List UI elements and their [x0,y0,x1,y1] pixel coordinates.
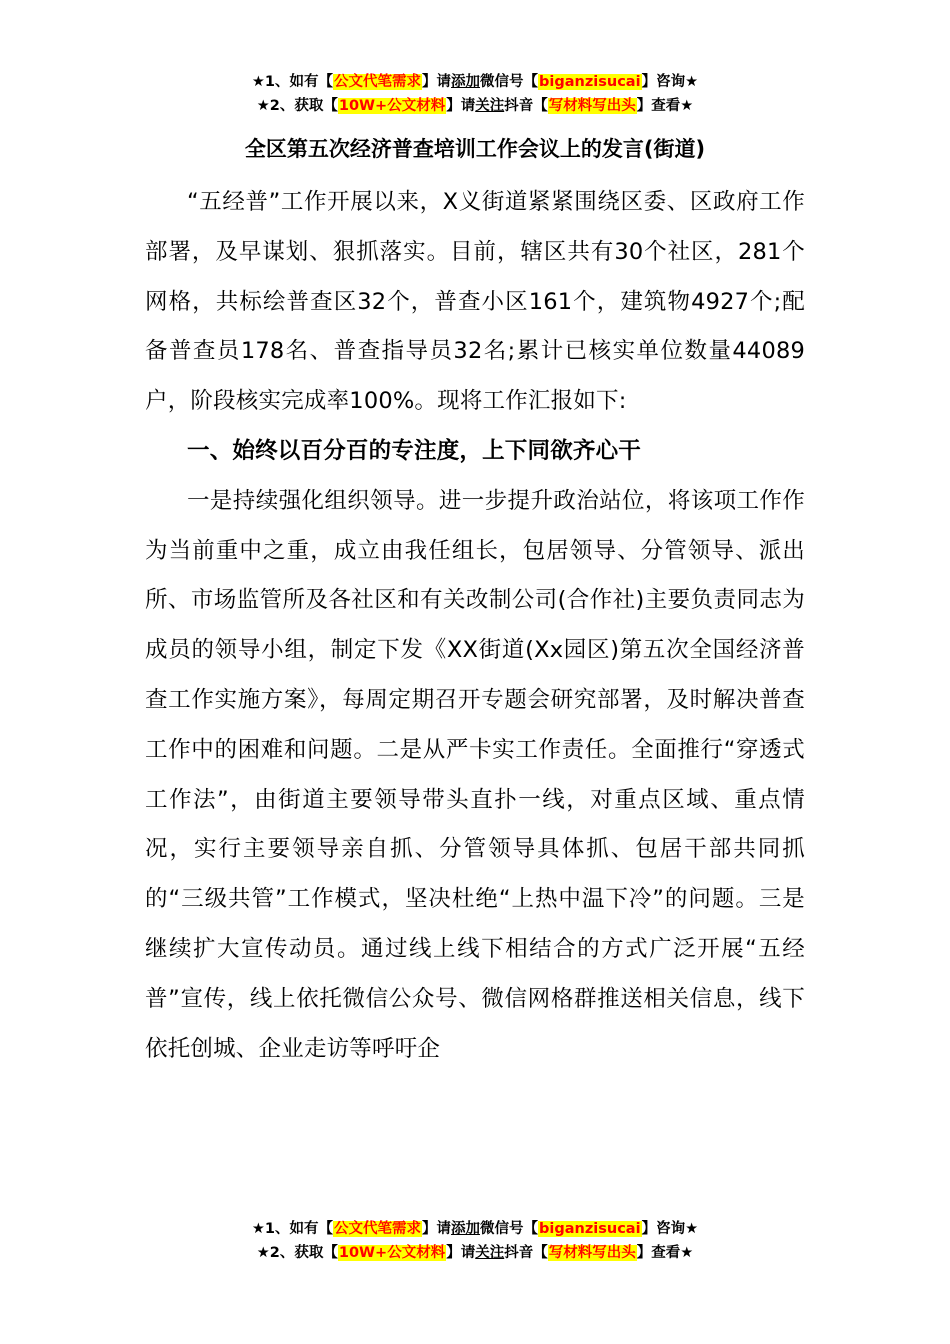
paragraph-section-1: 一是持续强化组织领导。进一步提升政治站位，将该项工作作为当前重中之重，成立由我任组长，包居领导、分管领导、派出所、市场监管所及各社区和有关改制公司(合作社)主要负责同志为成员的领导小组，制定下发《XX街道(Xx园区)第五次全国经济普查工作实施方案》，每周定期召开专题会研究部署，及时解决普查工作中的困难和问题。二是从严卡实工作责任。全面推行“穿透式工作法”，由街道主要领导带头直扑一线，对重点区域、重点情况，实行主要领导亲自抓、分管领导具体抓、包居干部共同抓的“三级共管”工作模式，坚决杜绝“上热中温下冷”的问题。三是继续扩大宣传动员。通过线上线下相结合的方式广泛开展“五经普”宣传，线上依托微信公众号、微信网格群推送相关信息，线下依托创城、企业走访等呼吁企 [145,487,805,1062]
banner-text: 2、获取【 [269,1245,338,1261]
banner-text: 1、如有【 [264,1221,334,1237]
banner-highlight: 写材料写出头 [548,98,636,114]
star-icon: ★ [680,1245,694,1261]
banner-text: 抖音【 [504,1245,548,1261]
header-banner [0,70,950,118]
banner-text: 】请 [446,1245,476,1261]
banner-text: 微信号【 [480,1221,539,1237]
document-body [145,178,805,1074]
banner-text: 】请 [422,74,452,90]
banner-text: 】查看 [636,98,681,114]
banner-underlined-text: 关注 [475,1245,505,1261]
banner-line-1 [0,1217,950,1241]
banner-underlined-text: 添加 [451,1221,481,1237]
banner-text: 微信号【 [480,74,539,90]
banner-underlined-text: 关注 [475,98,505,114]
banner-highlight: 10W+公文材料 [338,98,446,114]
banner-text: 】请 [446,98,476,114]
banner-text: 1、如有【 [264,74,334,90]
banner-highlight: biganzisucai [539,74,641,90]
banner-text: 】咨询 [641,1221,686,1237]
star-icon: ★ [256,98,270,114]
star-icon: ★ [256,1245,270,1261]
star-icon: ★ [685,74,699,90]
banner-text: 】查看 [636,1245,681,1261]
banner-underlined-text: 添加 [451,74,481,90]
banner-highlight: 公文代笔需求 [334,74,422,90]
banner-highlight: 公文代笔需求 [334,1221,422,1237]
banner-text: 抖音【 [504,98,548,114]
banner-line-1 [0,70,950,94]
banner-highlight: 写材料写出头 [548,1245,636,1261]
star-icon: ★ [685,1221,699,1237]
banner-highlight: biganzisucai [539,1221,641,1237]
banner-text: 】咨询 [641,74,686,90]
footer-banner [0,1217,950,1265]
banner-text: 】请 [422,1221,452,1237]
star-icon: ★ [680,98,694,114]
banner-highlight: 10W+公文材料 [338,1245,446,1261]
banner-text: 2、获取【 [269,98,338,114]
star-icon: ★ [251,1221,265,1237]
document-title: 全区第五次经济普查培训工作会议上的发言(街道) [244,137,706,161]
star-icon: ★ [251,74,265,90]
banner-line-2 [0,1241,950,1265]
paragraph-intro: “五经普”工作开展以来，X义街道紧紧围绕区委、区政府工作部署，及早谋划、狠抓落实。目前，辖区共有30个社区，281个网格，共标绘普查区32个，普查小区161个，建筑物4927个;配备普查员178名、普查指导员32名;累计已核实单位数量44089户，阶段核实完成率100%。现将工作汇报如下: [145,189,805,415]
section-heading: 一、始终以百分百的专注度，上下同欲齐心干 [187,437,642,464]
banner-line-2 [0,94,950,118]
